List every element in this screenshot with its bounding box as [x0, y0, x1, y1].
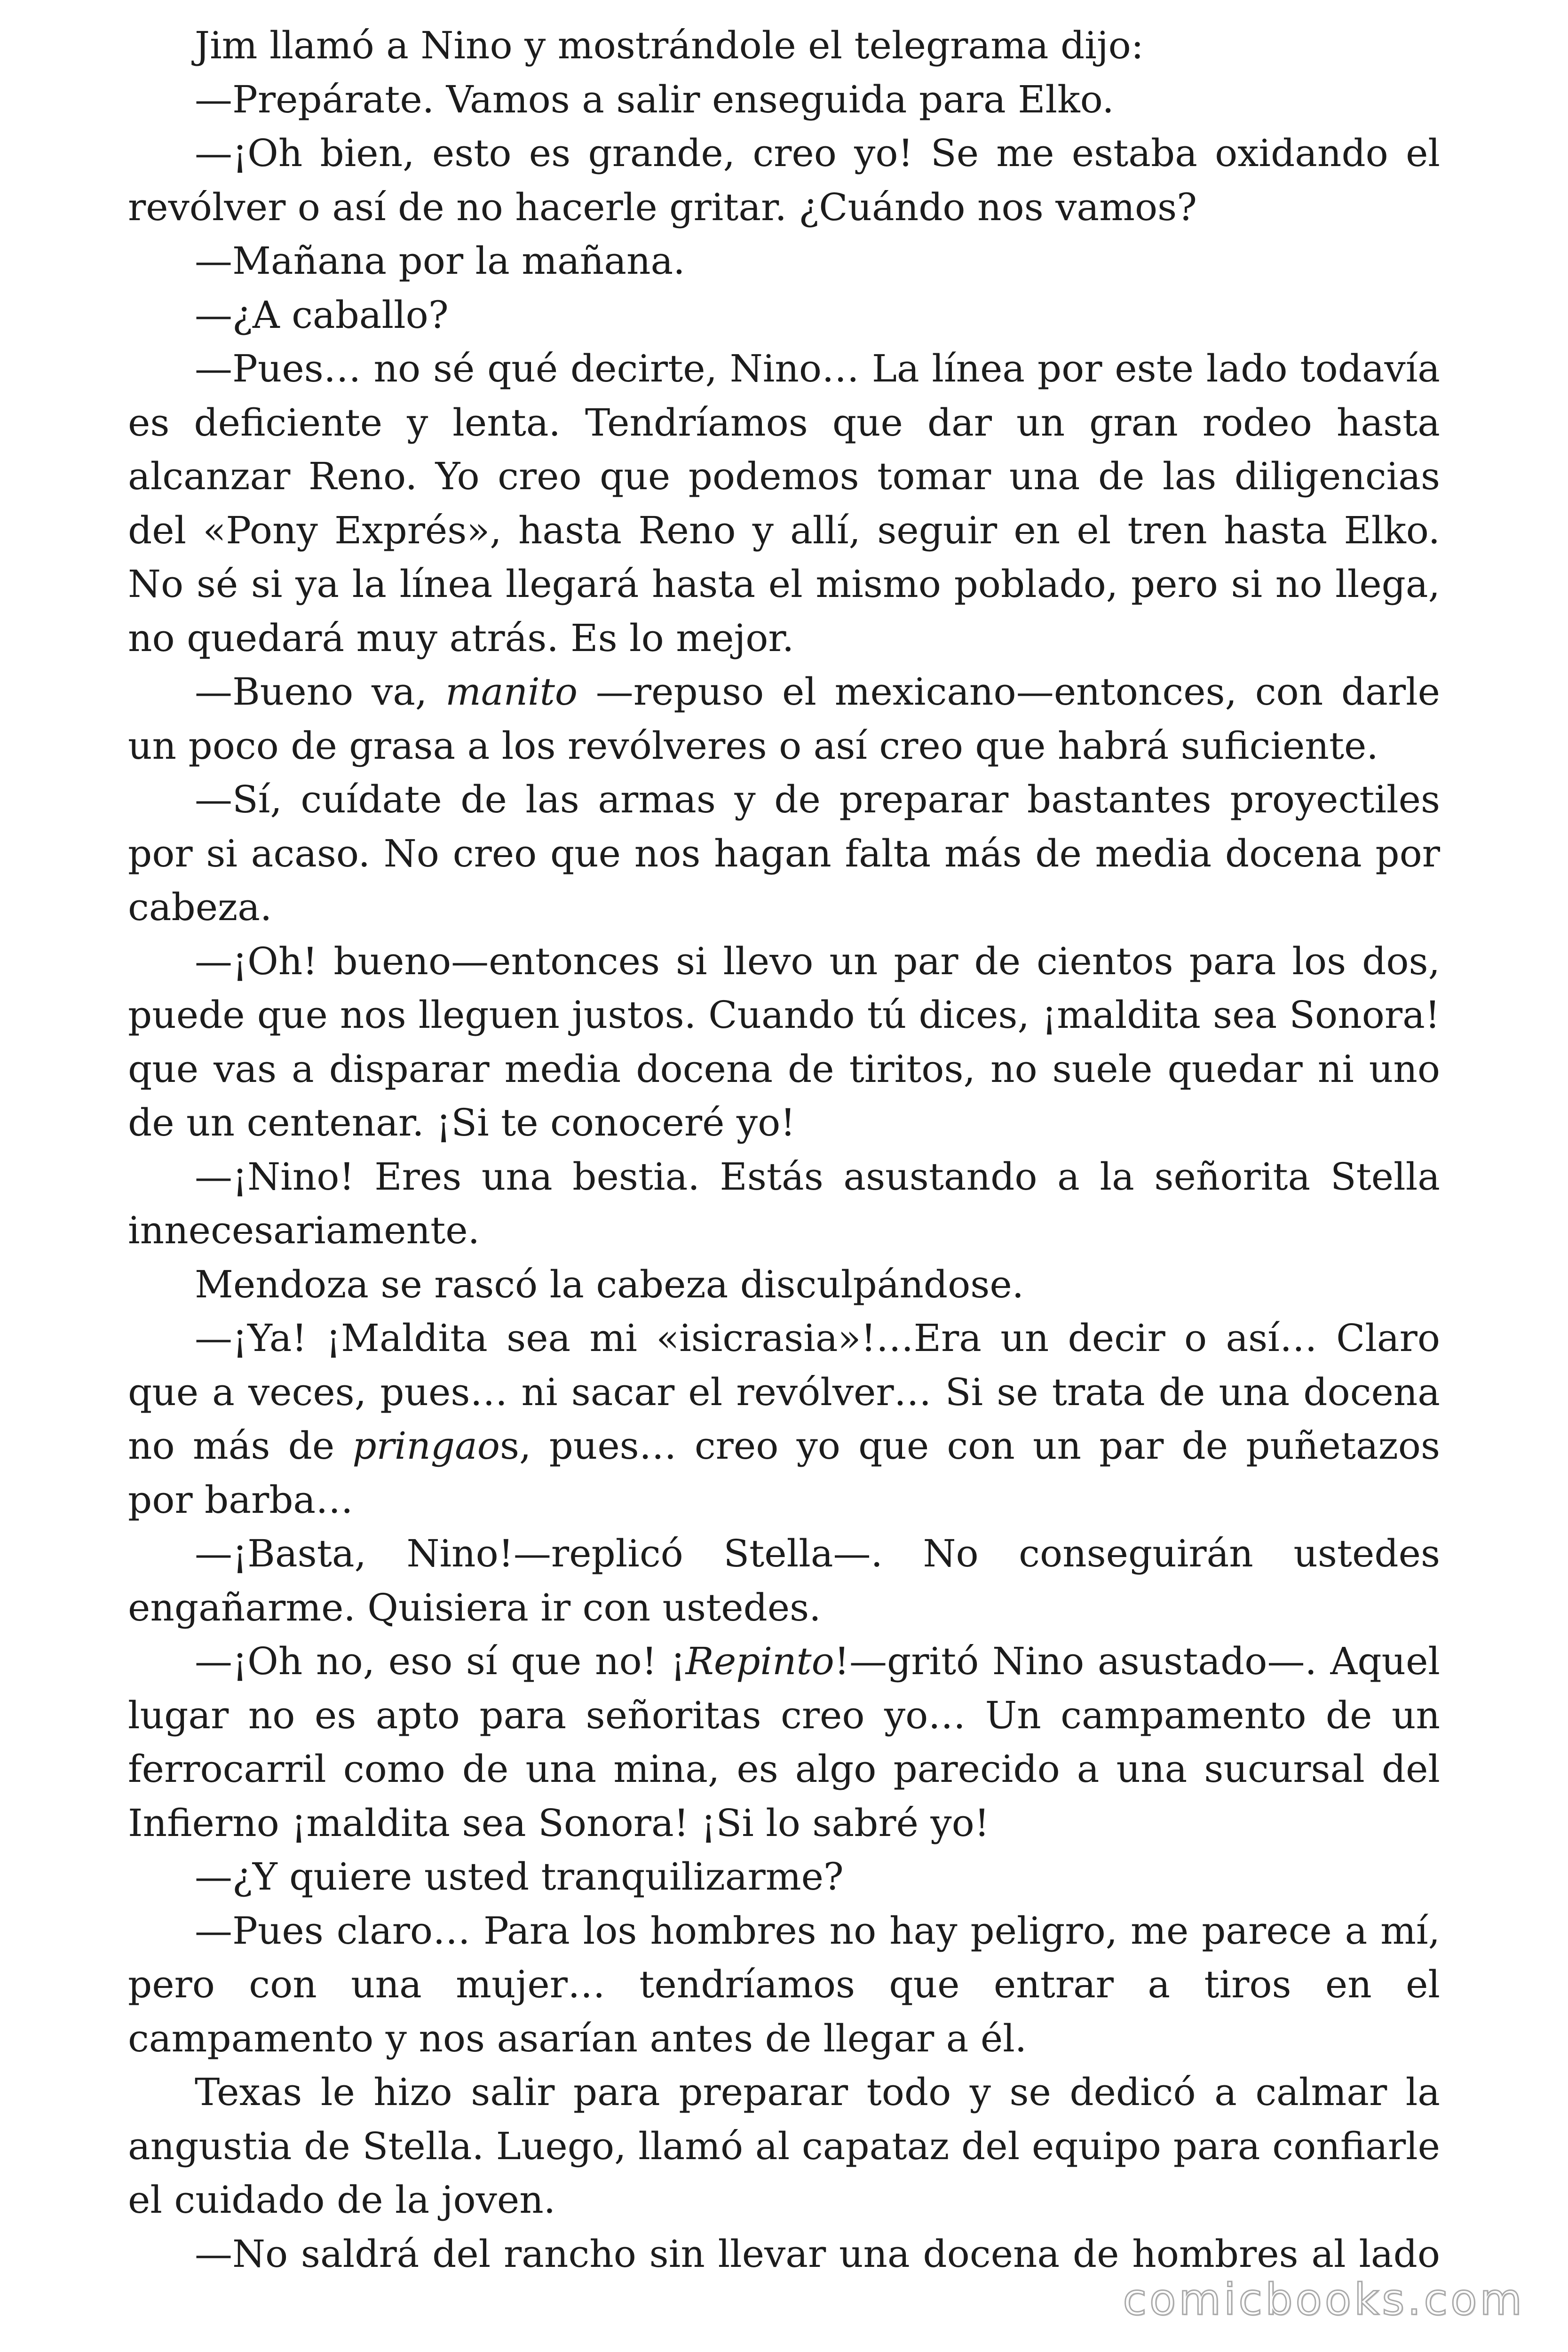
- text-run: —Mañana por la mañana.: [195, 239, 685, 283]
- paragraph: [128, 1527, 1440, 1635]
- italic-text: Repinto: [685, 1639, 834, 1683]
- text-run: Jim llamó a Nino y mostrándole el telegrama dijo:: [195, 24, 1144, 67]
- text-run: —¿A caballo?: [195, 293, 449, 337]
- paragraph: [128, 234, 1440, 288]
- paragraph: [128, 342, 1440, 665]
- text-run: —¡Ya! ¡Maldita sea mi «isicrasia»!…Era un decir o así… Claro que a veces, pues… ni sacar el revólver… Si se trata de una docena no más de: [128, 1316, 1440, 1468]
- text-run: —Prepárate. Vamos a salir enseguida para Elko.: [195, 77, 1114, 121]
- paragraph: [128, 1258, 1440, 1312]
- text-run: s, pues… creo yo que con un par de puñetazos por barba…: [128, 1424, 1440, 1522]
- paragraph: [128, 2227, 1440, 2281]
- italic-text: manito: [445, 670, 578, 714]
- text-run: —Pues… no sé qué decirte, Nino… La línea por este lado todavía es deficiente y lenta. Tendríamos que dar un gran rodeo hasta alcanzar Reno. Yo creo que podemos tomar una de las diligencias del «Pony Exprés», hasta Reno y allí, seguir en el tren hasta Elko. No sé si ya la línea llegará hasta el mismo poblado, pero si no llega, no quedará muy atrás. Es lo mejor.: [128, 347, 1440, 660]
- site-watermark: comicbooks.com: [1123, 2274, 1525, 2325]
- text-run: —repuso el mexicano—entonces, con darle un poco de grasa a los revólveres o así creo que habrá suficiente.: [128, 670, 1440, 768]
- text-run: —¡Basta, Nino!—replicó Stella—. No conseguirán ustedes engañarme. Quisiera ir con ustedes.: [128, 1532, 1440, 1629]
- paragraph: [128, 1311, 1440, 1527]
- text-run: —¿Y quiere usted tranquilizarme?: [195, 1855, 844, 1899]
- italic-text: pringao: [352, 1424, 500, 1468]
- text-run: —Sí, cuídate de las armas y de preparar bastantes proyectiles por si acaso. No creo que nos hagan falta más de media docena por cabeza.: [128, 778, 1440, 929]
- paragraph: [128, 73, 1440, 127]
- text-run: Texas le hizo salir para preparar todo y se dedicó a calmar la angustia de Stella. Luego, llamó al capataz del equipo para confiarle el cuidado de la joven.: [128, 2070, 1440, 2222]
- text-run: —Pues claro… Para los hombres no hay peligro, me parece a mí, pero con una mujer… tendríamos que entrar a tiros en el campamento y nos asarían antes de llegar a él.: [128, 1908, 1440, 2060]
- paragraph: [128, 288, 1440, 342]
- paragraph: [128, 1904, 1440, 2066]
- paragraph: [128, 2066, 1440, 2227]
- text-run: —¡Oh no, eso sí que no! ¡: [195, 1639, 686, 1683]
- text-run: —No saldrá del rancho sin llevar una docena de hombres al lado: [195, 2232, 1440, 2276]
- paragraph: [128, 1150, 1440, 1258]
- paragraph: [128, 1635, 1440, 1850]
- paragraph: [128, 773, 1440, 935]
- paragraph: [128, 19, 1440, 73]
- paragraph: [128, 127, 1440, 234]
- text-run: Mendoza se rascó la cabeza disculpándose.: [195, 1262, 1024, 1306]
- text-run: —¡Nino! Eres una bestia. Estás asustando a la señorita Stella innecesariamente.: [128, 1154, 1440, 1252]
- text-run: —Bueno va,: [195, 670, 446, 714]
- paragraph: [128, 935, 1440, 1150]
- paragraph: [128, 665, 1440, 773]
- paragraph: [128, 1850, 1440, 1904]
- text-run: —¡Oh bien, esto es grande, creo yo! Se me estaba oxidando el revólver o así de no hacerle gritar. ¿Cuándo nos vamos?: [128, 131, 1440, 229]
- text-run: —¡Oh! bueno—entonces si llevo un par de cientos para los dos, puede que nos lleguen justos. Cuando tú dices, ¡maldita sea Sonora! que vas a disparar media docena de tiritos, no suele quedar ni uno de un centenar. ¡Si te conoceré yo!: [128, 939, 1440, 1144]
- book-page-text: [128, 19, 1440, 2314]
- text-run: !—gritó Nino asustado—. Aquel lugar no es apto para señoritas creo yo… Un campamento de un ferrocarril como de una mina, es algo parecido a una sucursal del Infierno ¡maldita sea Sonora! ¡Si lo sabré yo!: [128, 1639, 1440, 1845]
